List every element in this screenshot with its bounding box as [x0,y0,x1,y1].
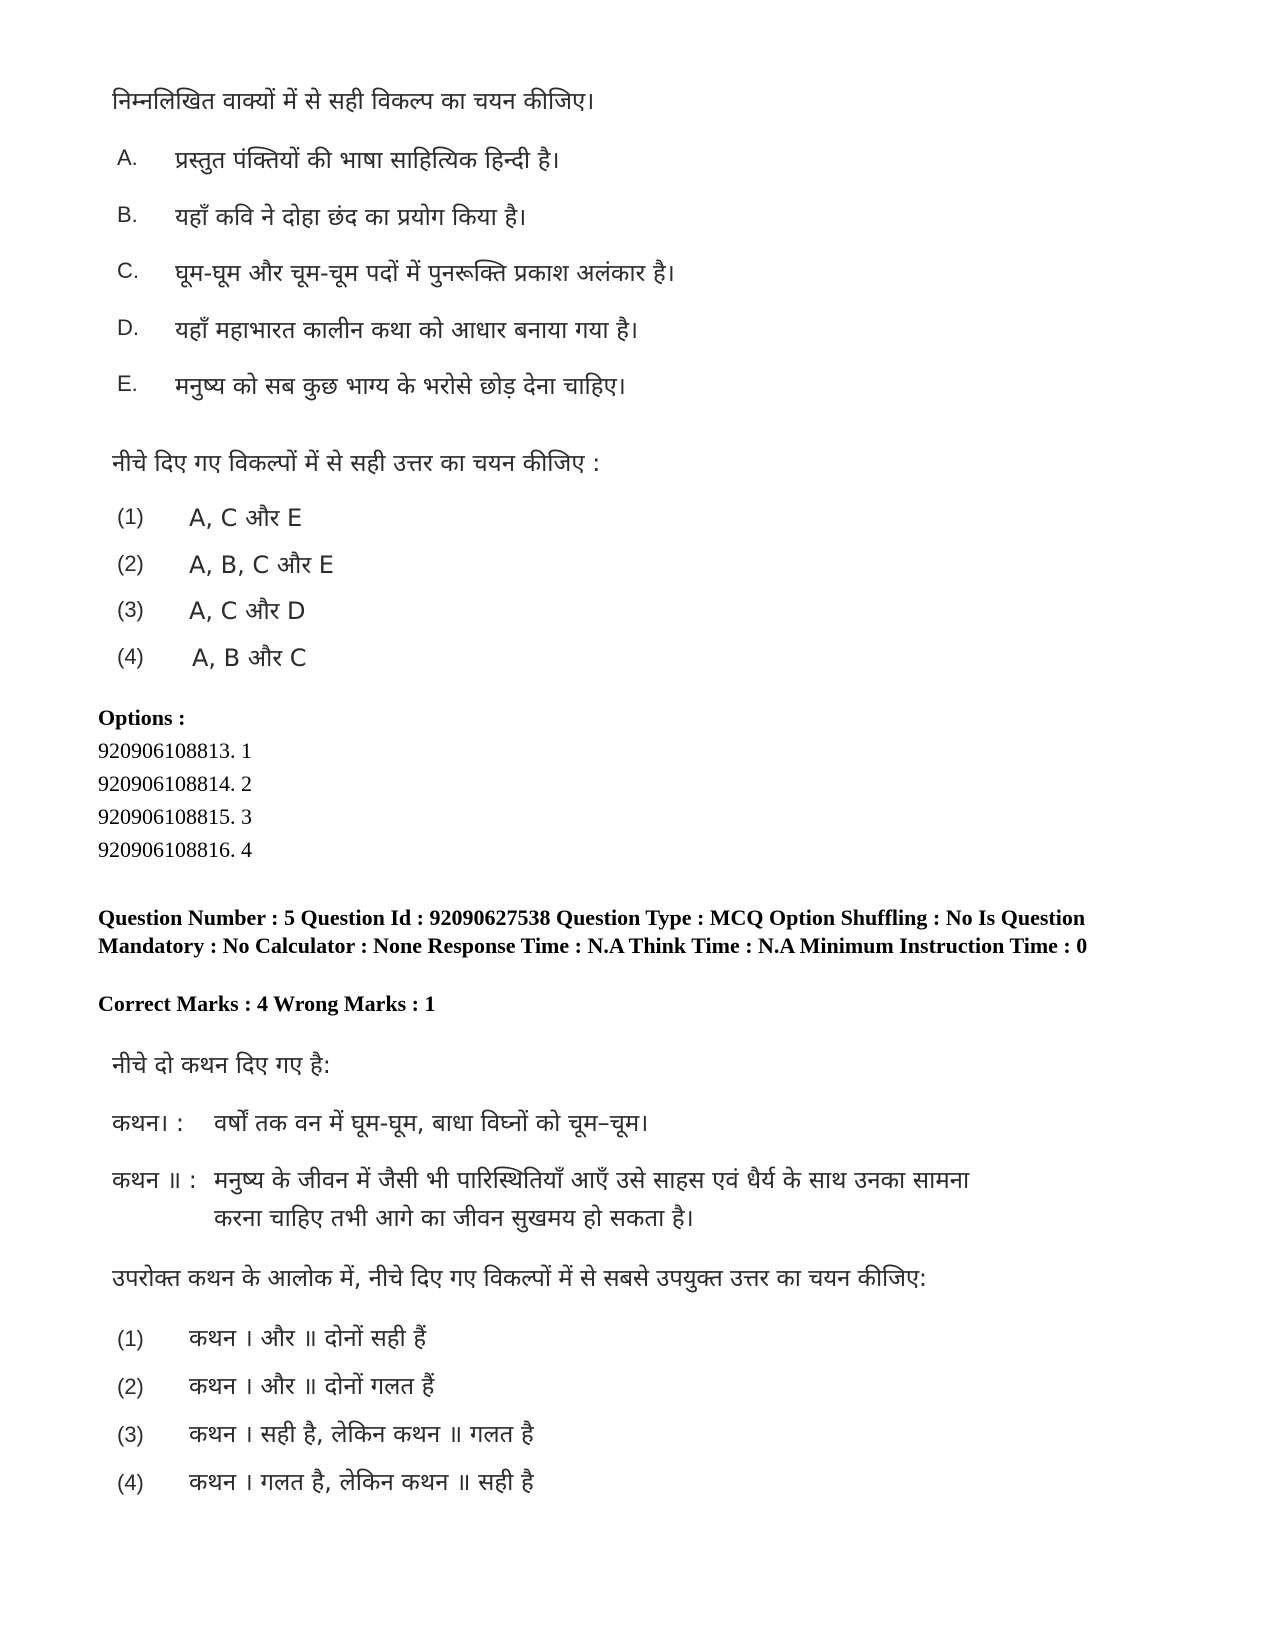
q4-prompt: नीचे दिए गए विकल्पों में से सही उत्तर का चयन कीजिए : [112,449,601,477]
statement-letter: E. [117,371,138,396]
choice-text: कथन । और ॥ दोनों सही हैं [189,1324,427,1352]
statement-text: यहाँ कवि ने दोहा छंद का प्रयोग किया है। [175,203,527,231]
option-row: 920906108816. 4 [98,837,252,862]
choice-text: A, B, C और E [189,551,334,579]
option-row: 920906108815. 3 [98,804,252,829]
choice-text: A, B और C [192,644,307,672]
choice-number: (4) [117,644,144,669]
choice-number: (2) [117,551,144,576]
q5-prompt: उपरोक्त कथन के आलोक में, नीचे दिए गए विकल्पों में से सबसे उपयुक्त उत्तर का चयन कीजिए: [112,1264,927,1292]
q5-statement-2-line-2: करना चाहिए तभी आगे का जीवन सुखमय हो सकता है। [214,1204,694,1232]
choice-number: (3) [117,1422,144,1447]
choice-text: कथन । और ॥ दोनों गलत हैं [189,1372,435,1400]
q5-statement-2-line-1: मनुष्य के जीवन में जैसी भी पारिस्थितियाँ आएँ उसे साहस एवं धैर्य के साथ उनका सामना [214,1166,970,1194]
option-row: 920906108814. 2 [98,771,252,796]
q5-intro: नीचे दो कथन दिए गए है: [112,1051,331,1079]
choice-text: कथन । गलत है, लेकिन कथन ॥ सही है [189,1468,534,1496]
q5-statement-2-label: कथन ॥ : [112,1166,197,1194]
q5-marks: Correct Marks : 4 Wrong Marks : 1 [98,991,436,1016]
statement-text: यहाँ महाभारत कालीन कथा को आधार बनाया गया है। [175,316,639,344]
q5-metadata: Question Number : 5 Question Id : 92090627538 Question Type : MCQ Option Shuffling : No Is Question Mandatory : No Calculator : None Response Time : N.A Think Time : N.A Minimum Instruction Time : 0 [98,905,1088,958]
statement-letter: A. [117,145,138,170]
statement-letter: D. [117,315,139,340]
statement-text: प्रस्तुत पंक्तियों की भाषा साहित्यिक हिन्दी है। [175,146,560,174]
statement-text: मनुष्य को सब कुछ भाग्य के भरोसे छोड़ देना चाहिए। [175,372,626,400]
choice-text: A, C और E [189,504,303,532]
choice-number: (3) [117,597,144,622]
q4-intro: निम्नलिखित वाक्यों में से सही विकल्प का चयन कीजिए। [112,87,595,115]
q5-statement-1-label: कथन। : [112,1109,184,1137]
option-row: 920906108813. 1 [98,738,252,763]
statement-text: घूम-घूम और चूम-चूम पदों में पुनरूक्ति प्रकाश अलंकार है। [175,259,675,287]
choice-number: (4) [117,1470,144,1495]
q5-statement-1-text: वर्षों तक वन में घूम-घूम, बाधा विघ्नों को चूम–चूम। [214,1109,649,1137]
choice-text: कथन । सही है, लेकिन कथन ॥ गलत है [189,1420,534,1448]
options-label: Options : [98,705,186,730]
choice-number: (2) [117,1374,144,1399]
choice-number: (1) [117,504,144,529]
statement-letter: B. [117,202,138,227]
statement-letter: C. [117,258,139,283]
choice-number: (1) [117,1326,144,1351]
choice-text: A, C और D [189,597,306,625]
